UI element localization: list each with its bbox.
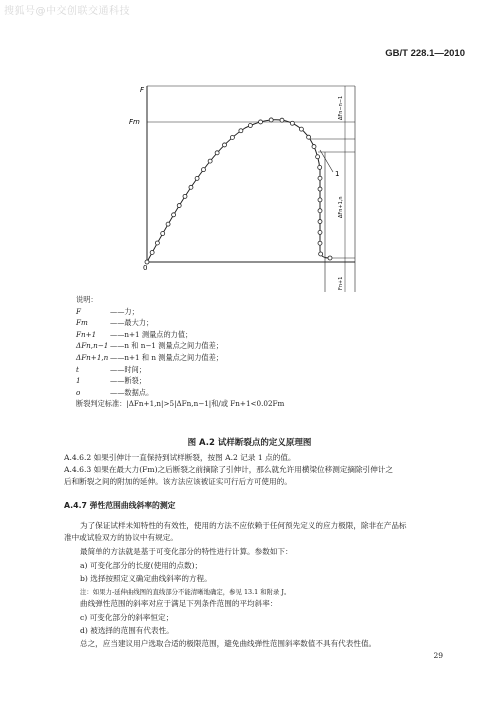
data-point (318, 165, 322, 169)
legend-title: 说明： (76, 295, 98, 304)
data-point (312, 145, 316, 149)
data-point (172, 213, 176, 217)
legend-desc: ——n+1 测量点的力值； (110, 329, 193, 339)
data-point (299, 127, 303, 131)
legend-desc: ——n 和 n−1 测量点之间力值差； (110, 341, 223, 351)
legend-item (76, 340, 284, 352)
para-p3: 曲线弹性范围的斜率对应于满足下列条件范围的平均斜率： (80, 599, 278, 608)
data-point (318, 187, 322, 191)
force-curve (147, 120, 330, 262)
legend-symbol: Fm (76, 318, 88, 328)
data-point (150, 250, 154, 254)
list-item-d: d) 被选择的范围有代表性。 (80, 626, 174, 635)
data-point (239, 129, 243, 133)
legend-desc: ——时间； (110, 364, 146, 374)
data-point (189, 185, 193, 189)
data-point (290, 121, 294, 125)
data-point (183, 194, 187, 198)
data-point (208, 159, 212, 163)
legend (76, 294, 284, 410)
data-point (155, 241, 159, 245)
list-item-c: c) 可变化部分的斜率恒定； (80, 613, 174, 622)
legend-desc: ——数据点。 (110, 387, 154, 397)
legend-symbol: F (76, 306, 81, 316)
data-point (318, 220, 322, 224)
legend-desc: ——最大力； (110, 318, 154, 328)
right-label-bottom: Fn+1 (338, 276, 344, 290)
data-point (280, 118, 284, 122)
data-point (177, 204, 181, 208)
data-point (318, 241, 322, 245)
data-point (318, 176, 322, 180)
para-p1-line2: 准中或试验双方的协议中有规定。 (64, 533, 178, 542)
data-point (318, 198, 322, 202)
para-p2: 最简单的方法就是基于可变化部分的特性进行计算。参数如下： (80, 547, 293, 556)
break-label: 1 (335, 170, 340, 178)
watermark-text: 搜狐号@中交创联交通科技 (4, 6, 130, 17)
legend-symbol: ΔFn+1,n (76, 352, 109, 362)
legend-criterion: 断裂判定标准：|ΔFn+1,n|>5|ΔFn,n−1|和/或 Fn+1<0.02Fm (76, 399, 285, 409)
legend-desc: ——断裂； (110, 376, 146, 386)
para-p4: 总之，应当建议用户选取合适的极限范围，避免曲线弹性范围斜率数值不具有代表性值。 (80, 639, 377, 648)
data-point (223, 143, 227, 147)
data-point (318, 230, 322, 234)
legend-item (76, 387, 284, 399)
para-p1-line1: 为了保证试样未知特性的有效性，使用的方法不应依赖于任何预先定义的应力极限，除非在产品标 (80, 521, 407, 530)
legend-item (76, 375, 284, 387)
note: 注：如果力-延伸曲线图的直线部分不能清晰地确定，参见 13.1 和附录 J。 (80, 588, 291, 596)
break-pointer (320, 150, 333, 172)
data-point (328, 256, 332, 260)
y-axis-label: F (140, 86, 145, 94)
data-point (161, 232, 165, 236)
para-a463-line2: 后和断裂之间的附加的延伸。该方法应该被证实可行后方可使用的。 (64, 477, 292, 486)
page-number: 29 (433, 651, 443, 660)
data-point (307, 135, 311, 139)
para-a463-line1: A.4.6.3 如果在最大力(Fm)之后断裂之前摘除了引伸计，那么就允许用横梁位移测定摘除引伸计之 (64, 465, 393, 474)
legend-item (76, 329, 284, 341)
figure-caption: 图 A.2 试样断裂点的定义原理图 (187, 438, 312, 448)
fm-label: Fm (129, 118, 140, 126)
data-point (248, 124, 252, 128)
origin-label: 0 (143, 264, 148, 272)
right-label-middle: ΔFn+1,n (338, 196, 344, 218)
figure-a2 (0, 0, 499, 300)
list-item-b: b) 选择按照定义确定曲线斜率的方程。 (80, 574, 212, 583)
standard-number: GB/T 228.1—2010 (385, 48, 465, 59)
data-point (166, 222, 170, 226)
data-point (316, 155, 320, 159)
legend-symbol: 1 (76, 376, 81, 386)
data-point (318, 209, 322, 213)
legend-item (76, 352, 284, 364)
legend-symbol: t (76, 364, 79, 374)
legend-desc: ——力； (110, 306, 139, 316)
legend-item (76, 317, 284, 329)
para-a462: A.4.6.2 如果引伸计一直保持到试样断裂，按图 A.2 记录 1 点的值。 (64, 453, 296, 462)
data-point (269, 118, 273, 122)
list-item-a: a) 可变化部分的长度(使用的点数)； (80, 561, 203, 570)
data-point (215, 151, 219, 155)
data-point (201, 168, 205, 172)
data-points (145, 118, 332, 264)
data-point (230, 135, 234, 139)
legend-item (76, 364, 284, 376)
section-a47-title: A.4.7 弹性范围曲线斜率的测定 (64, 501, 176, 510)
data-point (319, 252, 323, 256)
data-point (259, 120, 263, 124)
legend-desc: ——n+1 和 n 测量点之间力值差； (110, 352, 223, 362)
legend-item (76, 306, 284, 318)
legend-symbol: o (76, 387, 81, 397)
right-label-top: ΔFn−n−1 (338, 95, 344, 120)
legend-symbol: ΔFn,n−1 (76, 341, 109, 351)
data-point (195, 176, 199, 180)
legend-symbol: Fn+1 (76, 329, 97, 339)
